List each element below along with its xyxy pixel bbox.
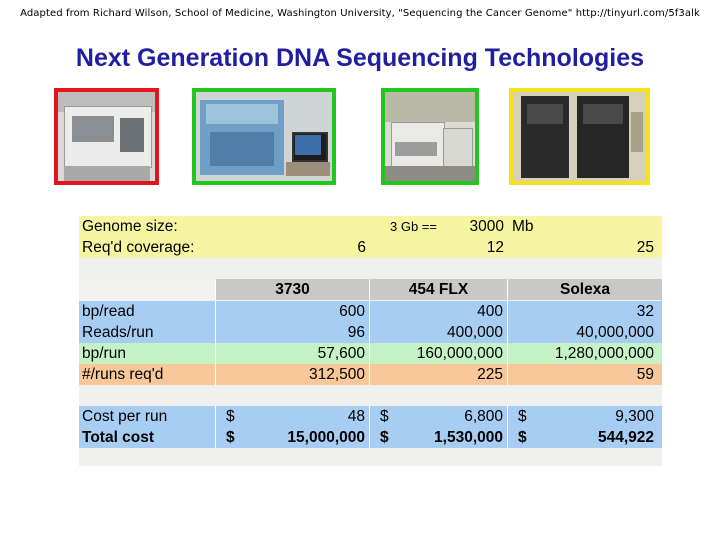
attribution-text: Adapted from Richard Wilson, School of Medicine, Washington University, "Sequencing the Cancer Genome" http://tinyurl.com/5f3alk — [20, 8, 700, 19]
row-value-3730: 96 — [216, 322, 370, 343]
row-value-454: 160,000,000 — [370, 343, 508, 364]
currency-symbol: $ — [226, 408, 235, 425]
row-value-454: 400,000 — [370, 322, 508, 343]
row-value-solexa: 1,280,000,000 — [554, 345, 654, 362]
row-value-454: 225 — [370, 364, 508, 385]
table-row-genome-size — [79, 216, 662, 237]
total-value: 15,000,000 — [287, 429, 365, 446]
cost-per-run-label: Cost per run — [79, 406, 216, 427]
cost-comparison-table — [79, 216, 662, 466]
row-value-3730: 600 — [216, 301, 370, 322]
table-row — [79, 343, 662, 364]
coverage-3730: 6 — [357, 239, 366, 256]
currency-symbol: $ — [380, 429, 389, 446]
row-value-3730: 312,500 — [216, 364, 370, 385]
header-454: 454 FLX — [370, 279, 508, 300]
row-label: #/runs req'd — [79, 364, 216, 385]
cost-per-run-3730 — [216, 406, 370, 427]
row-value-454: 400 — [370, 301, 508, 322]
cost-value: 9,300 — [615, 408, 654, 425]
row-value-solexa: 40,000,000 — [576, 324, 654, 341]
sequencer-photo-solexa-bench — [381, 88, 479, 185]
genome-size-label: Genome size: — [82, 218, 178, 235]
row-value-3730: 57,600 — [216, 343, 370, 364]
table-row-total-cost — [79, 427, 662, 448]
row-label: bp/run — [79, 343, 216, 364]
coverage-solexa: 25 — [636, 239, 654, 256]
cost-value: 6,800 — [464, 408, 503, 425]
currency-symbol: $ — [518, 429, 527, 446]
genome-size-unit: Mb — [512, 218, 534, 235]
sequencer-photo-454 — [192, 88, 336, 185]
table-row-cost-per-run — [79, 406, 662, 427]
total-cost-solexa — [508, 427, 662, 448]
coverage-454: 12 — [486, 239, 504, 256]
cost-value: 48 — [347, 408, 365, 425]
sequencer-photo-3730 — [54, 88, 159, 185]
table-row — [79, 322, 662, 343]
total-cost-3730 — [216, 427, 370, 448]
table-row — [79, 301, 662, 322]
table-row — [79, 364, 662, 385]
currency-symbol: $ — [518, 408, 527, 425]
header-3730: 3730 — [216, 279, 370, 300]
genome-size-value: 3000 — [469, 218, 504, 235]
slide-title: Next Generation DNA Sequencing Technologies — [75, 44, 645, 72]
table-row-coverage — [79, 237, 662, 258]
cost-per-run-solexa — [508, 406, 662, 427]
total-cost-label: Total cost — [79, 427, 216, 448]
row-label: bp/read — [79, 301, 216, 322]
total-value: 544,922 — [597, 429, 654, 446]
total-value: 1,530,000 — [434, 429, 503, 446]
row-value-solexa: 32 — [636, 303, 654, 320]
currency-symbol: $ — [226, 429, 235, 446]
sequencer-photo-solexa — [509, 88, 650, 185]
table-header-row — [79, 279, 662, 300]
header-solexa: Solexa — [508, 279, 662, 300]
total-cost-454 — [370, 427, 508, 448]
row-label: Reads/run — [79, 322, 216, 343]
cost-per-run-454 — [370, 406, 508, 427]
coverage-label: Req'd coverage: — [82, 239, 195, 256]
row-value-solexa: 59 — [636, 366, 654, 383]
currency-symbol: $ — [380, 408, 389, 425]
genome-overlay-text: 3 Gb == — [390, 219, 437, 234]
